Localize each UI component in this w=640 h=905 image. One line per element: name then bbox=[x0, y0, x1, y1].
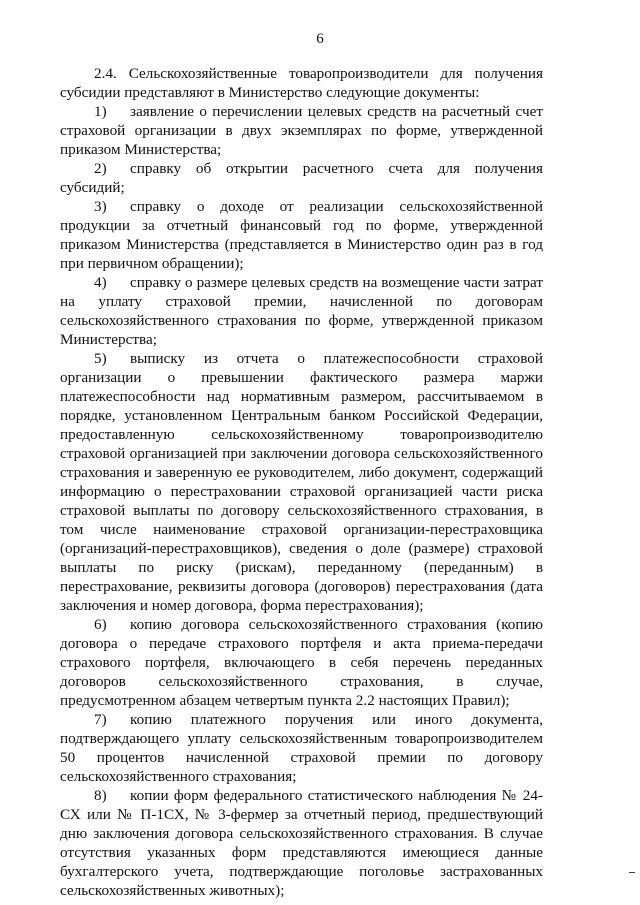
item-text: справку об открытии расчетного счета для получения субсидий; bbox=[60, 160, 543, 196]
item-text: справку о доходе от реализации сельскохозяйственной продукции за отчетный финансовый год по форме, утвержденной приказом Министерства (представляется в Министерство один раз в год при первичном обращении); bbox=[60, 198, 543, 272]
scan-edge-mark bbox=[629, 872, 635, 873]
item-text: копии форм федерального статистического наблюдения № 24-СХ или № П-1СХ, № 3-фермер за отчетный период, предшествующий дню заключения договора сельскохозяйственного страхования. В случае отсутствия указанных форм представляются имеющиеся данные бухгалтерского учета, подтверждающие поголовье застрахованных сельскохозяйственных животных); bbox=[60, 787, 543, 899]
item-number: 2) bbox=[94, 160, 107, 177]
item-number: 8) bbox=[94, 787, 107, 804]
page-number: 6 bbox=[316, 31, 324, 47]
item-number: 7) bbox=[94, 711, 107, 728]
list-item bbox=[60, 349, 543, 615]
item-text: справку о размере целевых средств на возмещение части затрат на уплату страховой премии, начисленной по договорам сельскохозяйственного страхования по форме, утвержденной приказом Министерства; bbox=[60, 274, 543, 348]
item-text: заявление о перечислении целевых средств на расчетный счет страховой организации в двух экземплярах по форме, утвержденной приказом Министерства; bbox=[60, 103, 543, 158]
item-text: выписку из отчета о платежеспособности страховой организации о превышении фактического размера маржи платежеспособности над нормативным размером, рассчитываемом в порядке, установленном Центральным банком Российской Федерации, предоставленную сельскохозяйственному товаропроизводителю страховой организацией при заключении договора сельскохозяйственного страхования и заверенную ее руководителем, либо документ, содержащий информацию о перестраховании страховой организацией части риска страховой выплаты по договору сельскохозяйственного страхования, в том числе наименование страховой организации-перестраховщика (организаций-перестраховщиков), сведения о доле (размере) страховой выплаты по риску (рискам), переданному (переданным) в перестрахование, реквизиты договора (договоров) перестрахования (дата заключения и номер договора, форма перестрахования); bbox=[60, 350, 543, 614]
list-item bbox=[60, 159, 543, 197]
item-number: 4) bbox=[94, 274, 107, 291]
list-item bbox=[60, 197, 543, 273]
list-item bbox=[60, 102, 543, 159]
item-number: 1) bbox=[94, 103, 107, 120]
item-text: копию платежного поручения или иного документа, подтверждающего уплату сельскохозяйственным товаропроизводителем 50 процентов начисленной страховой премии по договору сельскохозяйственного страхования; bbox=[60, 711, 543, 785]
item-text: копию договора сельскохозяйственного страхования (копию договора о передаче страхового портфеля и акта приема-передачи страхового портфеля, включающего в себя перечень переданных договоров сельскохозяйственного страхования, в случае, предусмотренном абзацем четвертым пункта 2.2 настоящих Правил); bbox=[60, 616, 543, 709]
document-body bbox=[60, 64, 543, 900]
list-item bbox=[60, 273, 543, 349]
section-intro: 2.4. Сельскохозяйственные товаропроизводители для получения субсидии представляют в Министерство следующие документы: bbox=[60, 65, 543, 101]
item-number: 3) bbox=[94, 198, 107, 215]
list-item bbox=[60, 615, 543, 710]
item-number: 5) bbox=[94, 350, 107, 367]
item-number: 6) bbox=[94, 616, 107, 633]
list-item bbox=[60, 786, 543, 900]
list-item bbox=[60, 710, 543, 786]
